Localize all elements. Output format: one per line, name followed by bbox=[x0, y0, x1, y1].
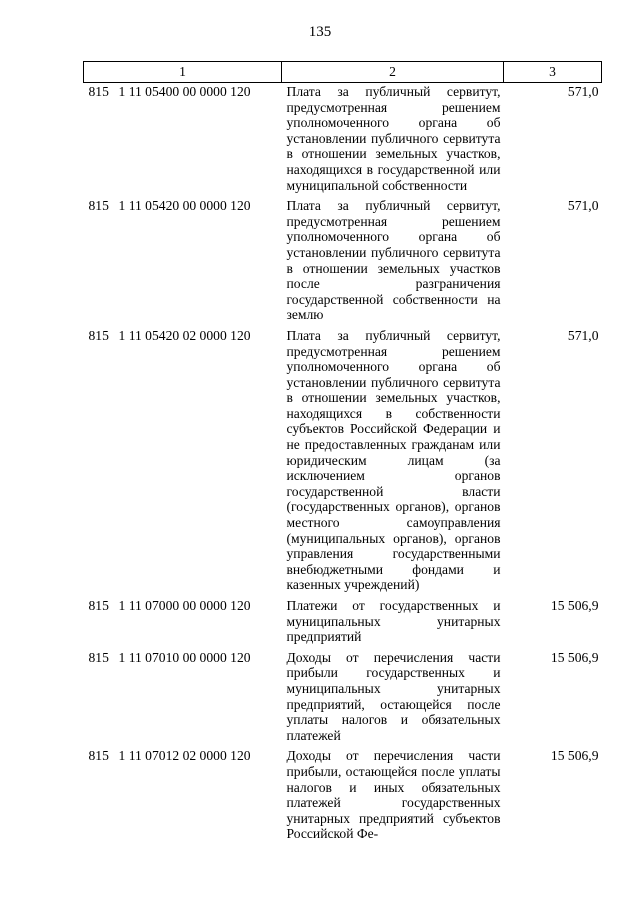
table-row bbox=[84, 83, 602, 198]
revenue-code: 1 11 05400 00 0000 120 bbox=[118, 84, 251, 99]
column-header-2: 2 bbox=[282, 62, 504, 83]
table-row bbox=[84, 597, 602, 649]
column-header-1: 1 bbox=[84, 62, 282, 83]
page-number: 135 bbox=[308, 24, 332, 40]
budget-revenue-table bbox=[83, 61, 602, 846]
table-header bbox=[84, 62, 602, 83]
revenue-code: 1 11 07000 00 0000 120 bbox=[118, 598, 251, 613]
revenue-name-cell: Плата за публичный сервитут, предусмотренная решением уполномоченного органа об установлении публичного сервитута в отношении земельных участков, находящихся в собственности субъектов Российской Федерации и не предоставленных гражданам или юридическим лицам (за исключением органов государственной власти (государственных органов), органов местного самоуправления (муниципальных органов), органов управления государственными внебюджетными фондами и казенных учреждений) bbox=[286, 327, 501, 593]
classification-code-cell bbox=[84, 649, 282, 748]
revenue-name-cell: Плата за публичный сервитут, предусмотренная решением уполномоченного органа об установлении публичного сервитута в отношении земельных участков после разграничения государственной собственности на землю bbox=[286, 198, 501, 323]
table-row bbox=[84, 649, 602, 748]
administrator-code: 815 bbox=[88, 84, 109, 99]
classification-code-cell bbox=[84, 197, 282, 327]
table-row bbox=[84, 747, 602, 846]
amount-cell: 571,0 bbox=[567, 198, 599, 214]
administrator-code: 815 bbox=[88, 327, 109, 343]
revenue-code: 1 11 05420 02 0000 120 bbox=[118, 327, 251, 343]
table-body bbox=[84, 83, 602, 846]
amount-cell: 15 506,9 bbox=[550, 598, 599, 613]
administrator-code: 815 bbox=[88, 649, 109, 665]
amount-cell: 571,0 bbox=[567, 84, 599, 99]
column-header-3: 3 bbox=[504, 62, 602, 83]
classification-code-cell bbox=[84, 327, 282, 597]
revenue-code: 1 11 07012 02 0000 120 bbox=[118, 748, 251, 764]
classification-code-cell bbox=[84, 747, 282, 846]
revenue-name-cell: Платежи от государственных и муниципальных унитарных предприятий bbox=[286, 598, 501, 645]
header-row bbox=[84, 62, 602, 83]
revenue-code: 1 11 07010 00 0000 120 bbox=[118, 649, 251, 665]
amount-cell: 15 506,9 bbox=[550, 748, 599, 764]
revenue-name-cell: Плата за публичный сервитут, предусмотренная решением уполномоченного органа об установлении публичного сервитута в отношении земельных участков, находящихся в государственной или муниципальной собственности bbox=[286, 84, 501, 193]
revenue-code: 1 11 05420 00 0000 120 bbox=[118, 198, 251, 214]
administrator-code: 815 bbox=[88, 598, 109, 613]
administrator-code: 815 bbox=[88, 198, 109, 214]
revenue-name-cell: Доходы от перечисления части прибыли государственных и муниципальных унитарных предприятий, остающейся после уплаты налогов и обязательных платежей bbox=[286, 649, 501, 743]
administrator-code: 815 bbox=[88, 748, 109, 764]
table-row bbox=[84, 327, 602, 597]
classification-code-cell bbox=[84, 597, 282, 649]
amount-cell: 571,0 bbox=[567, 327, 599, 343]
revenue-name-cell: Доходы от перечисления части прибыли, остающейся после уплаты налогов и иных обязательных платежей государственных унитарных предприятий субъектов Российской Фе- bbox=[286, 748, 501, 842]
table-row bbox=[84, 197, 602, 327]
amount-cell: 15 506,9 bbox=[550, 649, 599, 665]
classification-code-cell bbox=[84, 83, 282, 198]
